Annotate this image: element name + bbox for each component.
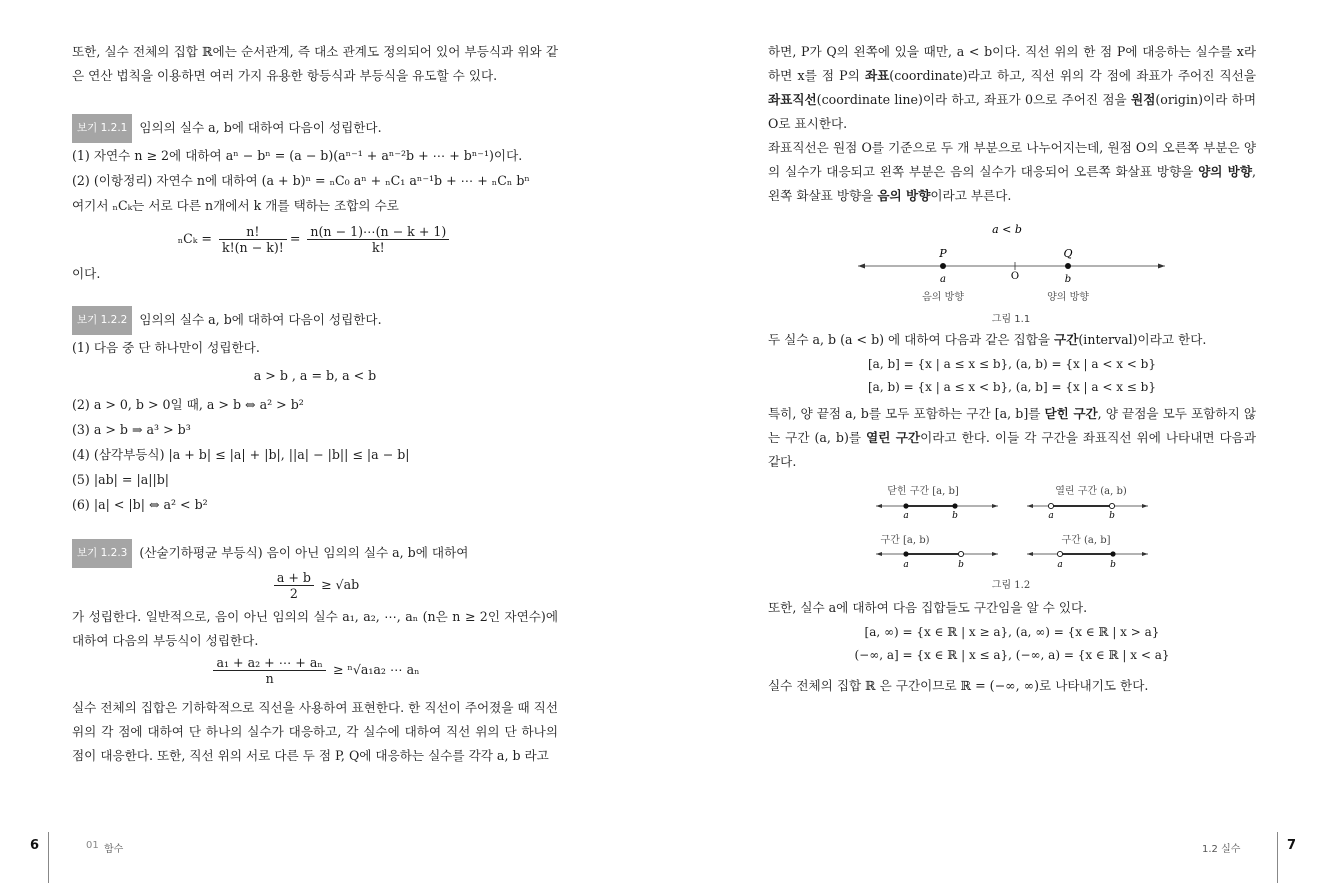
right-arrow-icon <box>1158 264 1165 269</box>
page-number: 7 <box>1287 838 1297 853</box>
label-b: b <box>1110 560 1116 570</box>
example-item: (2) (이항정리) 자연수 n에 대하여 (a + b)ⁿ = ₙC₀ aⁿ + ₙC₁ aⁿ⁻¹b + ⋯ + ₙCₙ bⁿ <box>72 173 530 188</box>
left-page <box>0 0 665 883</box>
numerator: a₁ + a₂ + ⋯ + aₙ <box>213 655 325 671</box>
coordinate-paragraph: 하면, P가 Q의 왼쪽에 있을 때만, a < b이다. 직선 위의 한 점 P에 대응하는 실수를 x라 하면 x를 점 P의 좌표(coordinate)라고 하고, 직선 위의 각 점에 좌표가 주어진 직선을 좌표직선(coordinate line)이라 하고, 좌표가 0으로 주어진 점을 원점(origin)이라 하며 O로 표시한다. <box>768 44 1256 131</box>
example-item: (5) |ab| = |a||b| <box>72 472 169 487</box>
general-am-gm-formula <box>72 655 558 686</box>
term-negative-direction: 음의 방향 <box>877 188 931 203</box>
example-1-2-1 <box>72 114 558 143</box>
label-a: a <box>1048 511 1054 521</box>
numerator: n! <box>219 224 287 240</box>
label-a: a <box>903 560 909 570</box>
example-1-2-2 <box>72 306 558 335</box>
figure-number-line <box>768 218 1256 326</box>
section-title: 1.2 실수 <box>1202 844 1241 855</box>
fraction <box>274 570 314 601</box>
formula-rhs: ≥ √ab <box>321 577 360 592</box>
footer-divider <box>1277 832 1278 883</box>
fraction <box>219 224 287 255</box>
generalization-paragraph: 가 성립한다. 일반적으로, 음이 아닌 임의의 실수 a₁, a₂, ⋯, aₙ (n은 n ≥ 2인 자연수)에 대하여 다음의 부등식이 성립한다. <box>72 609 558 648</box>
example-item: (1) 다음 중 단 하나만이 성립한다. <box>72 340 260 355</box>
term-coordinate: 좌표 <box>864 68 890 83</box>
numerator: a + b <box>274 570 314 586</box>
label-negative-direction: 음의 방향 <box>922 292 964 303</box>
example-badge: 보기 1.2.2 <box>72 306 132 335</box>
label-b: b <box>952 511 958 521</box>
fraction <box>213 655 325 686</box>
term-origin: 원점 <box>1131 92 1156 107</box>
half-open-right-line <box>1027 551 1148 570</box>
label-open-interval: 열린 구간 (a, b) <box>1055 486 1127 497</box>
label-q: Q <box>1063 247 1073 260</box>
direction-paragraph: 좌표직선은 원점 O를 기준으로 두 개 부분으로 나누어지는데, 원점 O의 오른쪽 부분은 양의 실수가 대응되고 왼쪽 부분은 음의 실수가 대응되어 오른쪽 화살표 방향을 양의 방향, 왼쪽 화살표 방향을 음의 방향이라고 부른다. <box>768 140 1257 203</box>
example-heading: (산술기하평균 부등식) 음이 아닌 임의의 실수 a, b에 대하여 <box>139 545 469 560</box>
example-heading: 임의의 실수 a, b에 대하여 다음이 성립한다. <box>139 312 382 327</box>
term-open-interval: 열린 구간 <box>866 430 921 445</box>
numerator: n(n − 1)⋯(n − k + 1) <box>307 224 449 240</box>
half-open-left-line <box>876 551 998 570</box>
formula-lhs: ₙCₖ = <box>177 231 212 246</box>
footer-divider <box>48 832 49 883</box>
label-a: a <box>903 511 909 521</box>
label-positive-direction: 양의 방향 <box>1047 292 1089 303</box>
example-1-2-3 <box>72 539 558 568</box>
point-q <box>1065 263 1071 269</box>
label-a: a <box>940 274 946 285</box>
example-item: (3) a > b ⇒ a³ > b³ <box>72 422 191 437</box>
denominator: k!(n − k)! <box>221 240 284 255</box>
example-heading: 임의의 실수 a, b에 대하여 다음이 성립한다. <box>139 120 382 135</box>
closed-interval-line <box>876 503 998 521</box>
fraction <box>307 224 449 255</box>
label-origin: O <box>1010 271 1020 282</box>
left-column <box>72 40 558 768</box>
figure-caption: 그림 1.1 <box>991 314 1031 325</box>
label-half-open-right: 구간 (a, b] <box>1061 535 1111 546</box>
formula-rhs: ≥ ⁿ√a₁a₂ ⋯ aₙ <box>332 662 420 677</box>
example-item: (6) |a| < |b| ⇔ a² < b² <box>72 497 208 512</box>
denominator: k! <box>372 240 385 255</box>
open-interval-line <box>1027 503 1148 521</box>
chapter-number: 01 <box>86 840 99 851</box>
term-interval: 구간 <box>1054 332 1079 347</box>
example-item: (4) (삼각부등식) |a + b| ≤ |a| + |b|, ||a| − |b|| ≤ |a − b| <box>72 447 410 462</box>
denominator: 2 <box>289 586 298 601</box>
figure-intervals <box>768 480 1256 592</box>
infinite-intervals-intro: 또한, 실수 a에 대하여 다음 집합들도 구간임을 알 수 있다. <box>768 600 1088 615</box>
right-column <box>768 40 1256 698</box>
interval-formula-2: [a, b) = {x | a ≤ x < b}, (a, b] = {x | a < x ≤ b} <box>867 380 1156 394</box>
interval-definition: 두 실수 a, b (a < b) 에 대하여 다음과 같은 집합을 구간(interval)이라고 한다. <box>768 332 1207 347</box>
closed-open-paragraph: 특히, 양 끝점 a, b를 모두 포함하는 구간 [a, b]를 닫힌 구간, 양 끝점을 모두 포함하지 않는 구간 (a, b)를 열린 구간이라고 한다. 이들 각 구간을 좌표직선 위에 나타내면 다음과 같다. <box>768 406 1257 469</box>
intro-paragraph: 또한, 실수 전체의 집합 ℝ에는 순서관계, 즉 대소 관계도 정의되어 있어 부등식과 위와 같은 연산 법칙을 이용하면 여러 가지 유용한 항등식과 부등식을 유도할 수 있다. <box>72 44 558 83</box>
am-gm-formula <box>72 570 558 601</box>
left-arrow-icon <box>858 264 865 269</box>
term-coordinate-line: 좌표직선 <box>768 92 817 107</box>
interval-formula-1: [a, b] = {x | a ≤ x ≤ b}, (a, b) = {x | a < x < b} <box>867 357 1156 371</box>
real-line-paragraph: 실수 전체의 집합 ℝ 은 구간이므로 ℝ = (−∞, ∞)로 나타내기도 한다. <box>768 678 1149 693</box>
infinite-interval-formula-2: (−∞, a] = {x ∈ ℝ | x ≤ a}, (−∞, a) = {x ∈ ℝ | x < a} <box>854 648 1170 662</box>
label-a: a <box>1057 560 1063 570</box>
example-item: (2) a > 0, b > 0일 때, a > b ⇔ a² > b² <box>72 397 304 412</box>
term-closed-interval: 닫힌 구간 <box>1044 406 1098 421</box>
label-b: b <box>1064 274 1072 285</box>
label-p: P <box>939 247 947 260</box>
point-p <box>940 263 946 269</box>
label-closed-interval: 닫힌 구간 [a, b] <box>887 486 959 497</box>
denominator: n <box>265 671 274 686</box>
label-b: b <box>1109 511 1115 521</box>
label-b: b <box>958 560 964 570</box>
example-badge: 보기 1.2.1 <box>72 114 132 143</box>
label-half-open-left: 구간 [a, b) <box>880 535 930 546</box>
trichotomy: a > b , a = b, a < b <box>253 368 377 383</box>
chapter-title: 함수 <box>104 844 124 855</box>
example-note: 여기서 ₙCₖ는 서로 다른 n개에서 k 개를 택하는 조합의 수로 <box>72 198 399 213</box>
combination-formula: ₙCₖ = $\frac{n!}{k!(n - k)!}$ = $\frac{n(n - 1)\cdots(n - k + 1)}{k!}$ <box>72 224 558 255</box>
example-badge: 보기 1.2.3 <box>72 539 132 568</box>
right-page <box>666 0 1331 883</box>
infinite-interval-formula-1: [a, ∞) = {x ∈ ℝ | x ≥ a}, (a, ∞) = {x ∈ ℝ | x > a} <box>864 625 1160 639</box>
figure-label-a-lt-b: a < b <box>992 223 1022 236</box>
term-positive-direction: 양의 방향 <box>1198 164 1252 179</box>
outro-paragraph: 실수 전체의 집합은 기하학적으로 직선을 사용하여 표현한다. 한 직선이 주어졌을 때 직선 위의 각 점에 대하여 단 하나의 실수가 대응하고, 각 실수에 대하여 직선 위의 단 하나의 점이 대응한다. 또한, 직선 위의 서로 다른 두 점 P, Q에 대응하는 실수를 각각 a, b 라고 <box>72 700 558 763</box>
example-end: 이다. <box>72 266 101 281</box>
example-item: (1) 자연수 n ≥ 2에 대하여 aⁿ − bⁿ = (a − b)(aⁿ⁻¹ + aⁿ⁻²b + ⋯ + bⁿ⁻¹)이다. <box>72 148 523 163</box>
figure-caption: 그림 1.2 <box>991 580 1031 591</box>
page-number: 6 <box>30 838 40 853</box>
